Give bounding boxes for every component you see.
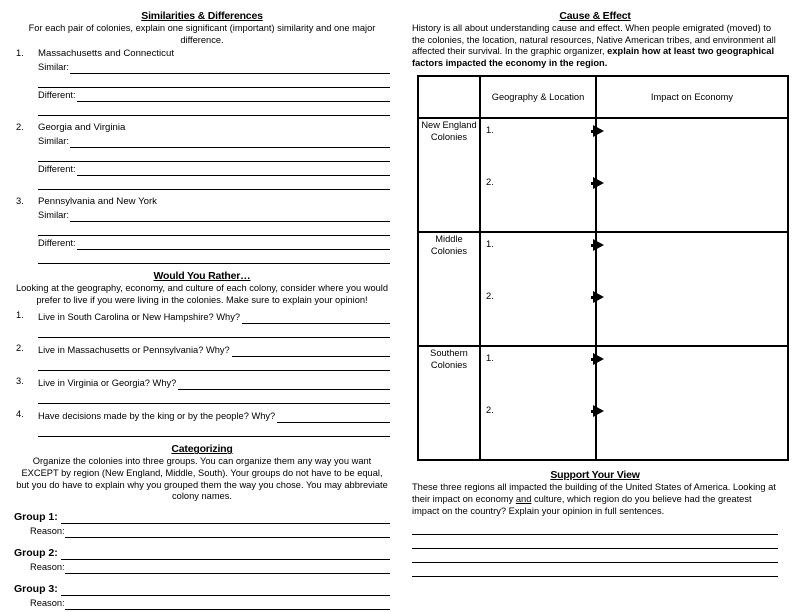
support-text-underlined: and — [515, 493, 532, 504]
geo-item-number-1: 1. — [486, 125, 494, 136]
group-list — [14, 509, 390, 610]
question-number: 3. — [16, 376, 24, 387]
reason-label: Reason: — [30, 525, 65, 536]
geography-cell-southern[interactable] — [480, 346, 596, 460]
similar-write-line-2[interactable] — [38, 148, 390, 162]
similar-write-line-2[interactable] — [38, 222, 390, 236]
support-write-line[interactable] — [412, 521, 778, 535]
geo-item-number-1: 1. — [486, 239, 494, 250]
geo-item-number-2: 2. — [486, 177, 494, 188]
support-write-line[interactable] — [412, 535, 778, 549]
support-your-view-title: Support Your View — [550, 469, 640, 482]
would-you-rather-intro: Looking at the geography, economy, and culture of each colony, consider where you would prefer to live if you were living in the colonies. Make sure to explain your opinion! — [15, 283, 389, 305]
question-text: Live in South Carolina or New Hampshire? Why? — [38, 312, 241, 323]
table-head — [418, 76, 788, 118]
question-row — [38, 343, 390, 357]
pair-item — [14, 196, 390, 264]
impact-cell-southern[interactable] — [596, 346, 788, 460]
list-item — [14, 343, 390, 371]
reason-row — [14, 524, 390, 538]
pair-title: Pennsylvania and New York — [38, 196, 157, 208]
group-block — [14, 509, 390, 538]
impact-cell-middle[interactable] — [596, 232, 788, 346]
pair-item — [14, 48, 390, 116]
similarities-title: Similarities & Differences — [141, 10, 263, 22]
pair-item — [14, 122, 390, 190]
question-text: Live in Virginia or Georgia? Why? — [38, 378, 177, 389]
different-label: Different: — [38, 238, 76, 249]
group-label: Group 2: — [14, 546, 58, 559]
answer-write-line[interactable] — [277, 411, 390, 423]
answer-write-line-2[interactable] — [38, 390, 390, 404]
group-label: Group 1: — [14, 510, 58, 523]
different-write-line-2[interactable] — [38, 176, 390, 190]
right-column — [404, 0, 792, 612]
pair-title: Massachusetts and Connecticut — [38, 48, 174, 60]
section-would-you-rather — [14, 270, 390, 437]
geo-item-number-1: 1. — [486, 353, 494, 364]
graphic-organizer-table — [417, 75, 789, 461]
different-label: Different: — [38, 164, 76, 175]
different-write-line-2[interactable] — [38, 250, 390, 264]
similar-field-row — [38, 60, 390, 74]
question-row — [38, 376, 390, 390]
support-text-part1: These three regions all impacted the building of the United States of America. Looking at their impact on economy — [412, 482, 776, 504]
different-write-line[interactable] — [77, 164, 390, 176]
reason-row — [14, 596, 390, 610]
question-row — [38, 310, 390, 324]
similarities-pair-list — [14, 48, 390, 264]
right-arrow-icon — [593, 125, 604, 137]
reason-write-line[interactable] — [65, 562, 390, 574]
different-field-row — [38, 236, 390, 250]
cause-effect-intro-normal: History is all about understanding cause and effect. When people emigrated (moved) to the colonies, the location, natural resources, Native American tribes, and environment all affected their survival. In the graphic organizer, — [412, 23, 776, 57]
header-geography-location: Geography & Location — [480, 76, 596, 118]
right-arrow-icon — [593, 353, 604, 365]
categorizing-title: Categorizing — [171, 443, 233, 456]
categorizing-intro: Organize the colonies into three groups. You can organize them any way you want EXCEPT by region (New England, Middle, South). Your groups do not have to be equal, but you do have to explain why you grouped them the way you chose. You may abbreviate colony names. — [16, 456, 388, 502]
reason-label: Reason: — [30, 597, 65, 608]
group-row — [14, 545, 390, 560]
table-header-row — [418, 76, 788, 118]
answer-write-line-2[interactable] — [38, 357, 390, 371]
question-text: Have decisions made by the king or by the people? Why? — [38, 411, 276, 422]
similarities-intro: For each pair of colonies, explain one significant (important) similarity and one major difference. — [28, 23, 376, 45]
similar-write-line[interactable] — [70, 62, 390, 74]
support-write-line[interactable] — [412, 563, 778, 577]
pair-title: Georgia and Virginia — [38, 122, 126, 134]
group-row — [14, 509, 390, 524]
answer-write-line[interactable] — [178, 378, 390, 390]
question-row — [38, 409, 390, 423]
different-write-line-2[interactable] — [38, 102, 390, 116]
pair-number: 2. — [16, 122, 24, 133]
similar-write-line-2[interactable] — [38, 74, 390, 88]
different-write-line[interactable] — [77, 90, 390, 102]
similar-label: Similar: — [38, 62, 69, 73]
geo-item-number-2: 2. — [486, 291, 494, 302]
table-body — [418, 118, 788, 460]
header-region — [418, 76, 480, 118]
right-arrow-icon — [593, 405, 604, 417]
similar-label: Similar: — [38, 136, 69, 147]
different-write-line[interactable] — [77, 238, 390, 250]
would-you-rather-title: Would You Rather… — [153, 270, 251, 283]
different-field-row — [38, 88, 390, 102]
table-row — [418, 346, 788, 460]
table-row — [418, 118, 788, 232]
region-label-southern: Southern Colonies — [418, 346, 480, 460]
reason-write-line[interactable] — [65, 598, 390, 610]
list-item — [14, 376, 390, 404]
support-write-line[interactable] — [412, 549, 778, 563]
group-block — [14, 581, 390, 610]
group-label: Group 3: — [14, 582, 58, 595]
different-field-row — [38, 162, 390, 176]
similar-label: Similar: — [38, 210, 69, 221]
support-answer-lines — [412, 521, 778, 577]
impact-cell-new-england[interactable] — [596, 118, 788, 232]
geo-item-number-2: 2. — [486, 405, 494, 416]
geography-cell-new-england[interactable] — [480, 118, 596, 232]
similar-field-row — [38, 134, 390, 148]
right-arrow-icon — [593, 291, 604, 303]
cause-effect-title: Cause & Effect — [559, 10, 631, 22]
similar-write-line[interactable] — [70, 210, 390, 222]
pair-number: 3. — [16, 196, 24, 207]
support-text-part2: culture, which region do you believe had the greatest impact on the country? Explain your opinion in full sentences. — [412, 493, 752, 516]
similar-write-line[interactable] — [70, 136, 390, 148]
list-item — [14, 310, 390, 338]
question-text: Live in Massachusetts or Pennsylvania? Why? — [38, 345, 230, 356]
right-arrow-icon — [593, 177, 604, 189]
answer-write-line[interactable] — [242, 312, 390, 324]
cause-effect-intro — [412, 23, 778, 69]
cause-effect-intro-bold: explain how at least two geographical factors impacted the economy in the region. — [412, 46, 775, 68]
answer-write-line-2[interactable] — [38, 423, 390, 437]
group-row — [14, 581, 390, 596]
group-write-line[interactable] — [61, 512, 390, 524]
reason-label: Reason: — [30, 561, 65, 572]
section-support-your-view — [412, 469, 778, 577]
would-you-rather-question-list — [14, 310, 390, 437]
support-your-view-text — [412, 482, 778, 517]
group-block — [14, 545, 390, 574]
reason-row — [14, 560, 390, 574]
similar-field-row — [38, 208, 390, 222]
question-number: 4. — [16, 409, 24, 420]
different-label: Different: — [38, 90, 76, 101]
question-number: 1. — [16, 310, 24, 321]
group-write-line[interactable] — [61, 584, 390, 596]
question-number: 2. — [16, 343, 24, 354]
section-categorizing — [14, 443, 390, 609]
group-write-line[interactable] — [61, 548, 390, 560]
section-cause-effect — [412, 10, 778, 69]
geography-cell-middle[interactable] — [480, 232, 596, 346]
answer-write-line-2[interactable] — [38, 324, 390, 338]
region-label-middle: Middle Colonies — [418, 232, 480, 346]
right-arrow-icon — [593, 239, 604, 251]
answer-write-line[interactable] — [232, 345, 390, 357]
table-row — [418, 232, 788, 346]
pair-number: 1. — [16, 48, 24, 59]
reason-write-line[interactable] — [65, 526, 390, 538]
header-impact-on-economy: Impact on Economy — [596, 76, 788, 118]
region-label-new-england: New England Colonies — [418, 118, 480, 232]
section-similarities-differences — [14, 10, 390, 264]
list-item — [14, 409, 390, 437]
